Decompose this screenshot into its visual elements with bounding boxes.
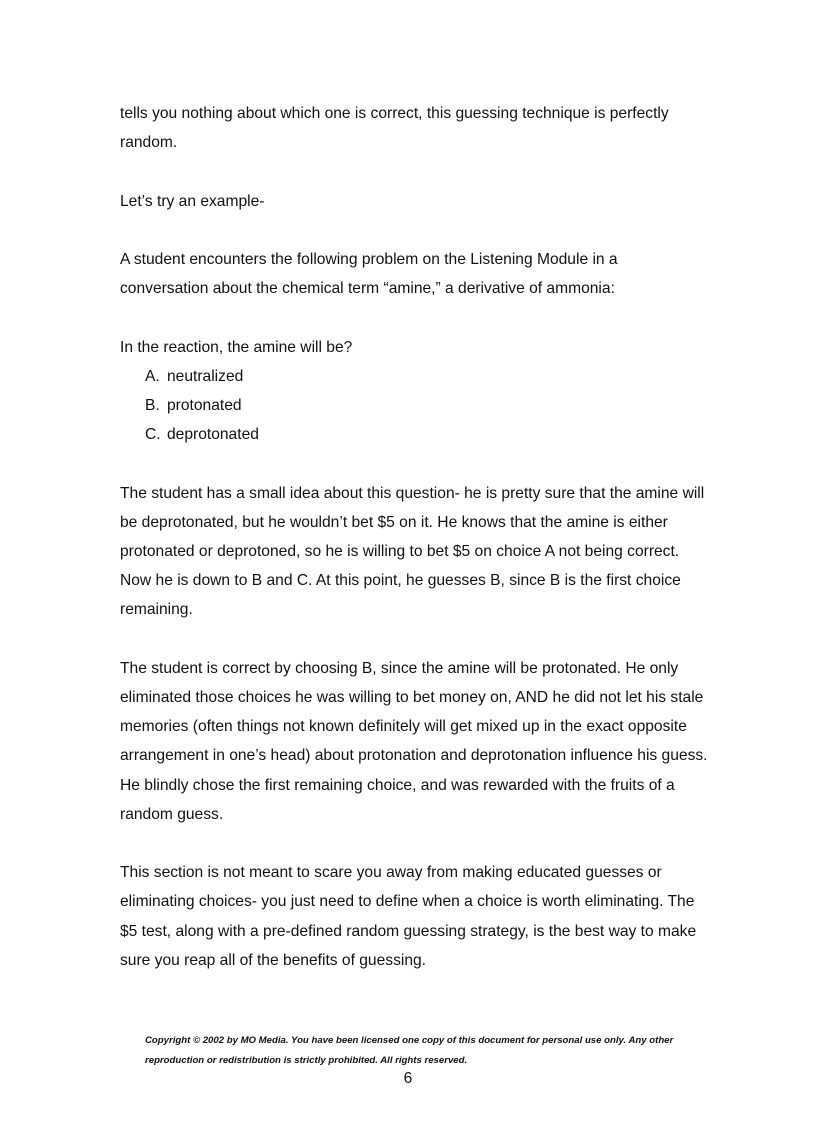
paragraph-spacer	[120, 303, 710, 332]
paragraph-problem-setup: A student encounters the following problem on the Listening Module in a conversation about the chemical term “amine,” a derivative of ammonia:	[120, 250, 618, 298]
paragraph-student-reasoning: The student has a small idea about this question- he is pretty sure that the amine will be deprotonated, but he wouldn’t bet $5 on it. He knows that the amine is either protonated or deprotoned, so he is willing to bet $5 on choice A not being correct. Now he is down to B and C. At this point, he guesses B, since B is the first choice remaining.	[120, 484, 705, 619]
paragraph-spacer	[120, 449, 710, 478]
paragraph-student-correct: The student is correct by choosing B, since the amine will be protonated. He only eliminated those choices he was willing to bet money on, AND he did not let his stale memories (often things not known definitely will get mixed up in the exact opposite arrangement in one’s head) about protonation and deprotonation influence his guess. He blindly chose the first remaining choice, and was rewarded with the fruits of a random guess.	[120, 659, 708, 823]
option-letter: A.	[145, 367, 160, 385]
answer-option-a	[145, 362, 710, 391]
paragraph-section-conclusion: This section is not meant to scare you away from making educated guesses or eliminating choices- you just need to define when a choice is worth eliminating. The $5 test, along with a pre-defined random guessing strategy, is the best way to make sure you reap all of the benefits of guessing.	[120, 864, 697, 969]
option-text: deprotonated	[167, 426, 259, 444]
option-letter: C.	[145, 426, 161, 444]
paragraph-spacer	[120, 157, 710, 186]
option-text: neutralized	[167, 367, 244, 385]
copyright-notice: Copyright © 2002 by MO Media. You have been licensed one copy of this document for personal use only. Any other reproduction or redistribution is strictly prohibited. All rights reserved.	[145, 1035, 674, 1066]
paragraph-spacer	[120, 216, 710, 245]
paragraph-spacer	[120, 829, 710, 858]
page-number: 6	[403, 1070, 413, 1087]
option-letter: B.	[145, 396, 160, 414]
paragraph-example-intro: Let’s try an example-	[120, 192, 265, 210]
paragraph-guessing-random: tells you nothing about which one is correct, this guessing technique is perfectly random.	[120, 105, 669, 152]
answer-option-c	[145, 420, 710, 449]
page-body	[120, 99, 710, 975]
question-stem: In the reaction, the amine will be?	[120, 338, 353, 356]
answer-options	[120, 362, 710, 450]
paragraph-spacer	[120, 625, 710, 654]
option-text: protonated	[167, 396, 242, 414]
answer-option-b	[145, 391, 710, 420]
sample-question	[120, 333, 710, 450]
